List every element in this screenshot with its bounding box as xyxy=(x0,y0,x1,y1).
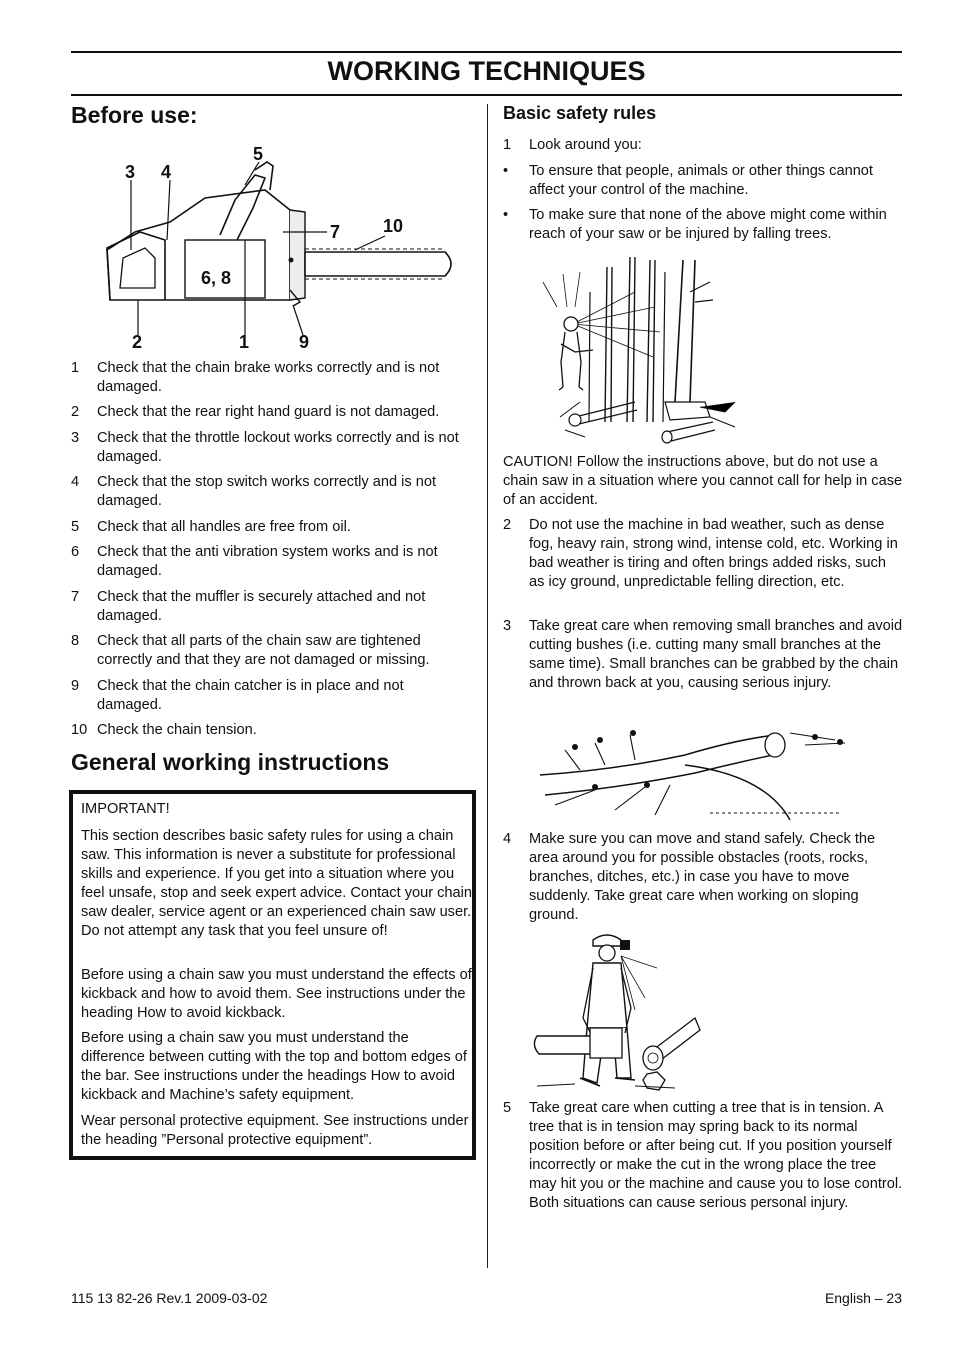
footer-document-id: 115 13 82-26 Rev.1 2009-03-02 xyxy=(71,1290,268,1306)
heading-general-working-instructions: General working instructions xyxy=(71,749,390,775)
header-top-rule xyxy=(71,51,902,53)
heading-basic-safety-rules: Basic safety rules xyxy=(503,103,657,123)
callout-2: 2 xyxy=(132,332,143,352)
callout-1: 1 xyxy=(239,332,250,352)
important-title: IMPORTANT! xyxy=(81,801,170,817)
callout-9: 9 xyxy=(299,332,310,352)
callout-7: 7 xyxy=(330,222,341,242)
callout-4: 4 xyxy=(161,162,172,182)
page-title: WORKING TECHNIQUES xyxy=(327,56,646,86)
heading-before-use: Before use: xyxy=(71,102,198,128)
callout-6-8: 6, 8 xyxy=(201,268,232,288)
callout-3: 3 xyxy=(125,162,136,182)
important-paragraph: This section describes basic safety rules for using a chain saw. This information is never a substitute for professional skills and experience. If you get into a situation where you feel unsafe, stop and seek expert advice. Contact your chain saw dealer, service agent or an experienced chain saw user. Do not attempt any task that you feel unsure of! xyxy=(81,828,473,939)
column-divider xyxy=(487,104,488,1268)
footer-page-number: English – 23 xyxy=(824,1290,902,1306)
header-bottom-rule xyxy=(71,94,902,96)
important-paragraph: Before using a chain saw you must understand the difference between cutting with the top and bottom edges of the bar. See instructions under the headings How to avoid kickback and Machine’s safety equipment. xyxy=(81,1030,467,1103)
callout-5: 5 xyxy=(253,144,264,164)
branches-illustration xyxy=(535,715,850,823)
worker-stance-illustration xyxy=(535,928,705,1096)
forest-lookout-illustration xyxy=(535,252,745,447)
important-paragraph: Before using a chain saw you must understand the effects of kickback and how to avoid them. See instructions under the heading How to avoid kickback. xyxy=(81,967,472,1021)
callout-10: 10 xyxy=(383,216,404,236)
important-paragraph: Wear personal protective equipment. See instructions under the heading ”Personal protective equipment”. xyxy=(81,1113,469,1148)
chainsaw-illustration xyxy=(95,140,475,355)
